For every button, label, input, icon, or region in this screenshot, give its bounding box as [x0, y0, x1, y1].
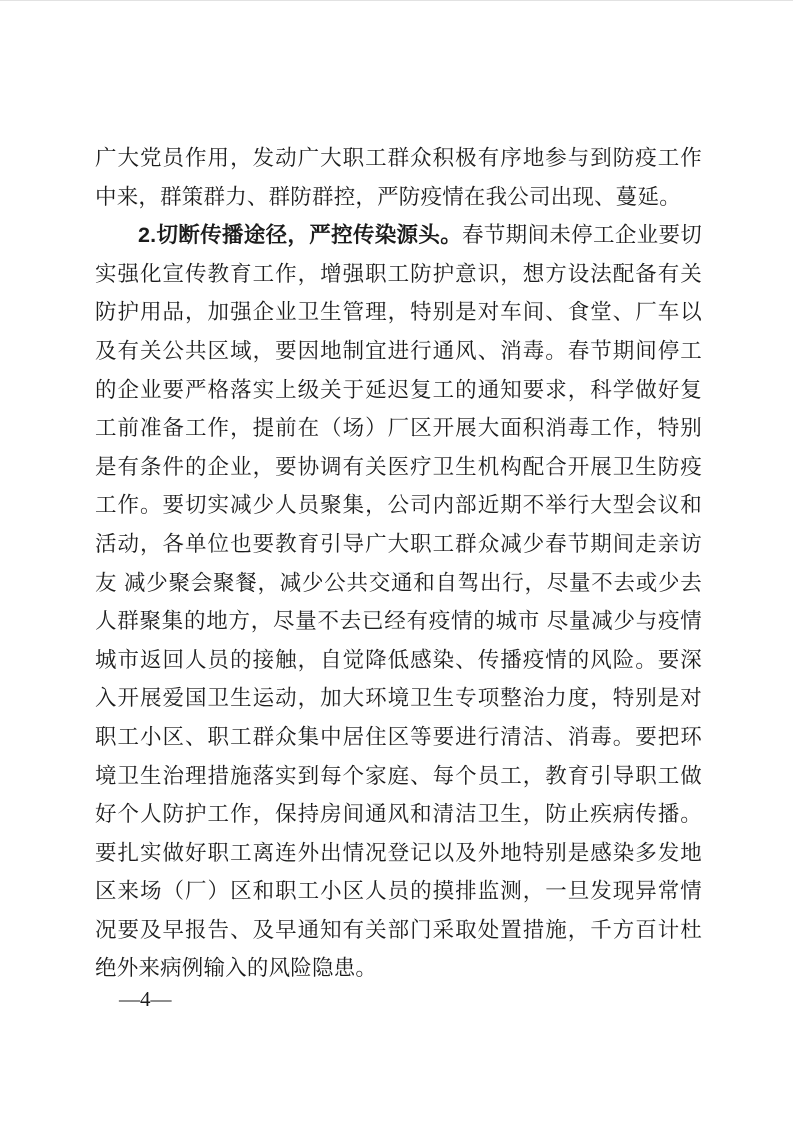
paragraph-text: 春节期间未停工企业要切实强化宣传教育工作，增强职工防护意识，想方设法配备有关防护用品，加强企业卫生管理，特别是对车间、食堂、厂车以及有关公共区域，要因地制宜进行通风、消毒。春节期间停工的企业要严格落实上级关于延迟复工的通知要求，科学做好复工前准备工作，提前在（场）厂区开展大面积消毒工作，特别是有条件的企业，要协调有关医疗卫生机构配合开展卫生防疫工作。要切实减少人员聚集，公司内部近期不举行大型会议和活动，各单位也要教育引导广大职工群众减少春节期间走亲访友 减少聚会聚餐，减少公共交通和自驾出行，尽量不去或少去人群聚集的地方，尽量不去已经有疫情的城市 尽量减少与疫情城市返回人员的接触，自觉降低感染、传播疫情的风险。要深入开展爱国卫生运动，加大环境卫生专项整治力度，特别是对职工小区、职工群众集中居住区等要进行清洁、消毒。要把环境卫生治理措施落实到每个家庭、每个员工，教育引导职工做好个人防护工作，保持房间通风和清洁卫生，防止疾病传播。要扎实做好职工离连外出情况登记以及外地特别是感染多发地区来场（厂）区和职工小区人员的摸排监测，一旦发现异常情况要及早报告、及早通知有关部门采取处置措施，千方百计杜绝外来病例输入的风险隐患。 — [95, 223, 702, 981]
section-heading-run: 2.切断传播途径，严控传染源头。 — [138, 223, 463, 248]
page-number: —4— — [119, 987, 172, 1011]
paragraph-text: 广大党员作用，发动广大职工群众积极有序地参与到防疫工作中来，群策群力、群防群控，严防疫情在我公司出现、蔓延。 — [95, 146, 702, 209]
paragraph-continuation — [95, 139, 702, 216]
paragraph-section-2 — [95, 216, 702, 988]
scan-edge-line — [0, 0, 793, 1]
document-body — [95, 139, 702, 988]
